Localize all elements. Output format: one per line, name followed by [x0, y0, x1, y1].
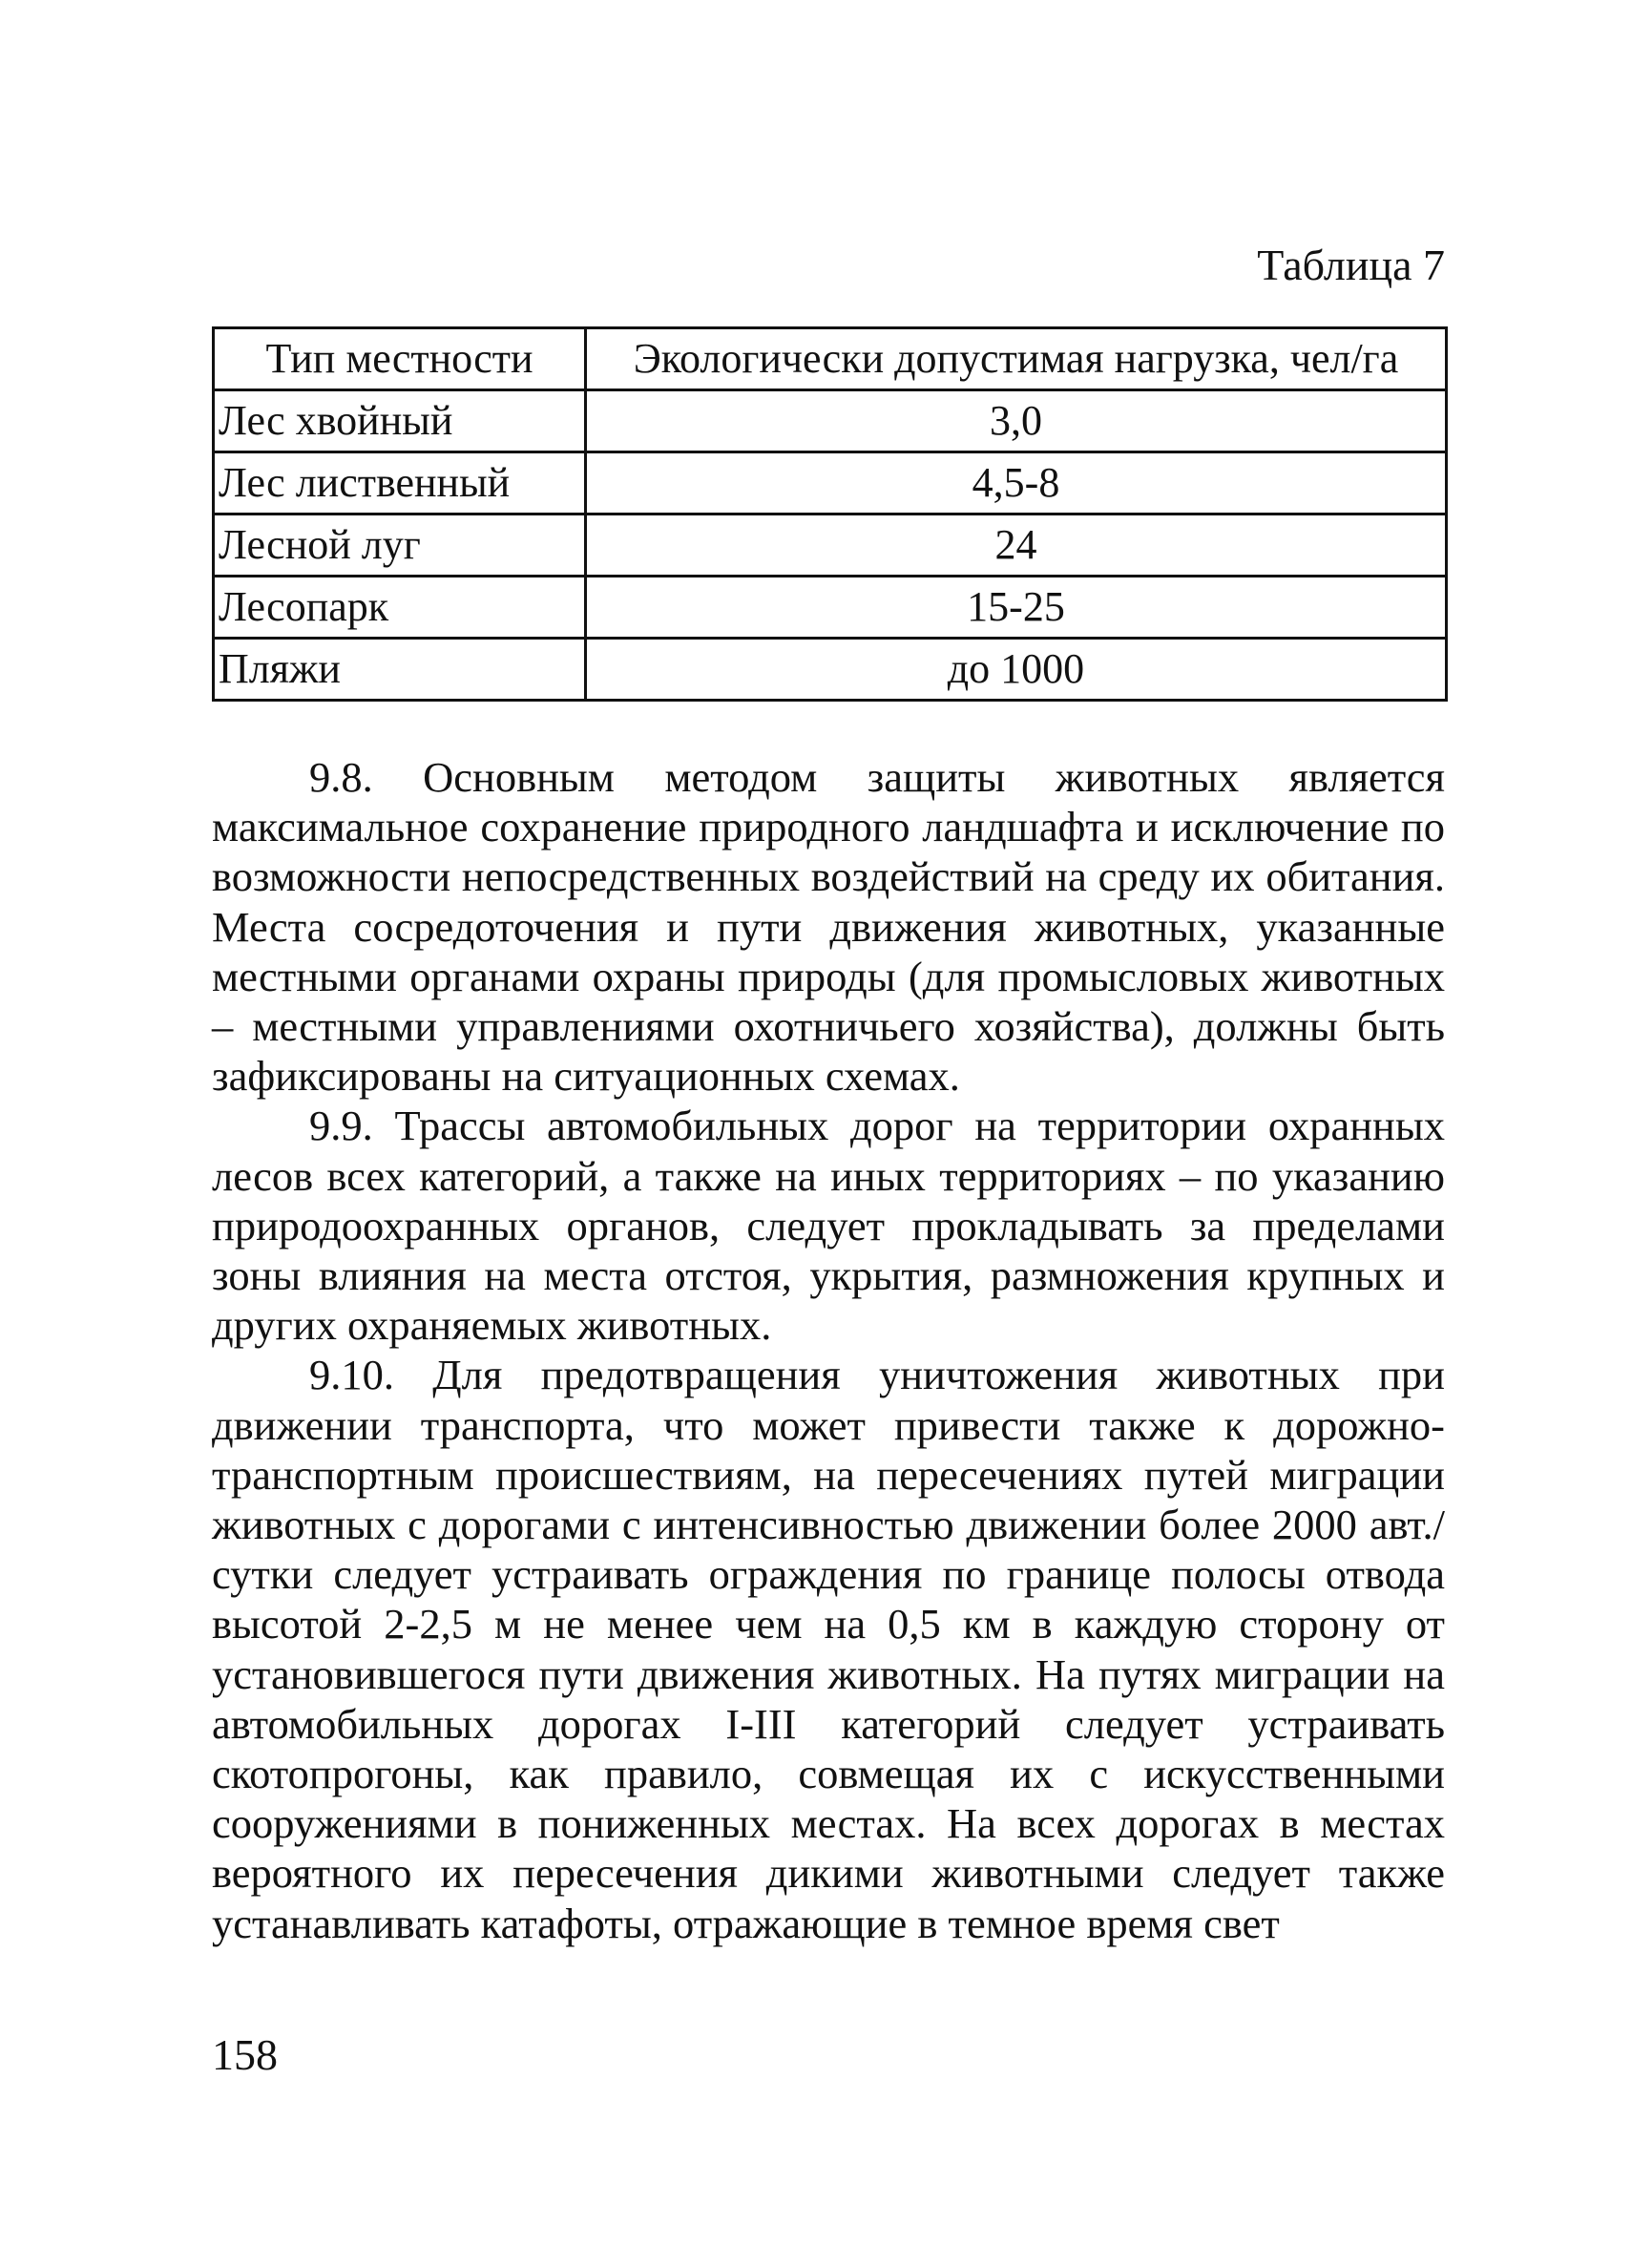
cell-terrain-type: Лесопарк [214, 577, 586, 639]
paragraph-9-8: 9.8. Основным методом защиты животных является максимальное сохранение природного ландшафта и исключение по возможности непосредственных воздействий на среду их обитания. Места сосредоточения и пути движения животных, указанные местными органами охраны природы (для промысловых животных – местными управлениями охотничьего хозяйства), должны быть зафиксированы на ситуационных схемах. [212, 753, 1445, 1101]
table-row [214, 390, 1447, 452]
cell-terrain-type: Лесной луг [214, 514, 586, 577]
page-number: 158 [212, 2030, 278, 2079]
cell-allowed-load: до 1000 [586, 639, 1447, 701]
cell-allowed-load: 24 [586, 514, 1447, 577]
table-row [214, 639, 1447, 701]
table-row [214, 577, 1447, 639]
cell-terrain-type: Лес лиственный [214, 452, 586, 514]
document-page [212, 0, 1445, 2268]
load-table [212, 326, 1448, 702]
header-terrain-type: Тип местности [214, 328, 586, 390]
table-caption: Таблица 7 [1257, 241, 1445, 289]
table-header-row [214, 328, 1447, 390]
paragraph-9-10: 9.10. Для предотвращения уничтожения животных при движении транспорта, что может привести также к дорожно-транспортным происшествиям, на пересечениях путей миграции животных с дорогами с интенсивностью движении более 2000 авт./сутки следует устраивать ограждения по границе полосы отвода высотой 2-2,5 м не менее чем на 0,5 км в каждую сторону от установившегося пути движения животных. На путях миграции на автомобильных дорогах I-III категорий следует устраивать скотопрогоны, как правило, совмещая их с искусственными сооружениями в пониженных местах. На всех дорогах в местах вероятного их пересечения дикими животными следует также устанавливать катафоты, отражающие в темное время свет [212, 1351, 1445, 1947]
cell-allowed-load: 3,0 [586, 390, 1447, 452]
cell-allowed-load: 4,5-8 [586, 452, 1447, 514]
body-text [212, 752, 1445, 1948]
cell-terrain-type: Лес хвойный [214, 390, 586, 452]
table-row [214, 452, 1447, 514]
paragraph-9-9: 9.9. Трассы автомобильных дорог на территории охранных лесов всех категорий, а также на иных территориях – по указанию природоохранных органов, следует прокладывать за пределами зоны влияния на места отстоя, укрытия, размножения крупных и других охраняемых животных. [212, 1102, 1445, 1350]
cell-allowed-load: 15-25 [586, 577, 1447, 639]
cell-terrain-type: Пляжи [214, 639, 586, 701]
table-row [214, 514, 1447, 577]
header-allowed-load: Экологически допустимая нагрузка, чел/га [586, 328, 1447, 390]
